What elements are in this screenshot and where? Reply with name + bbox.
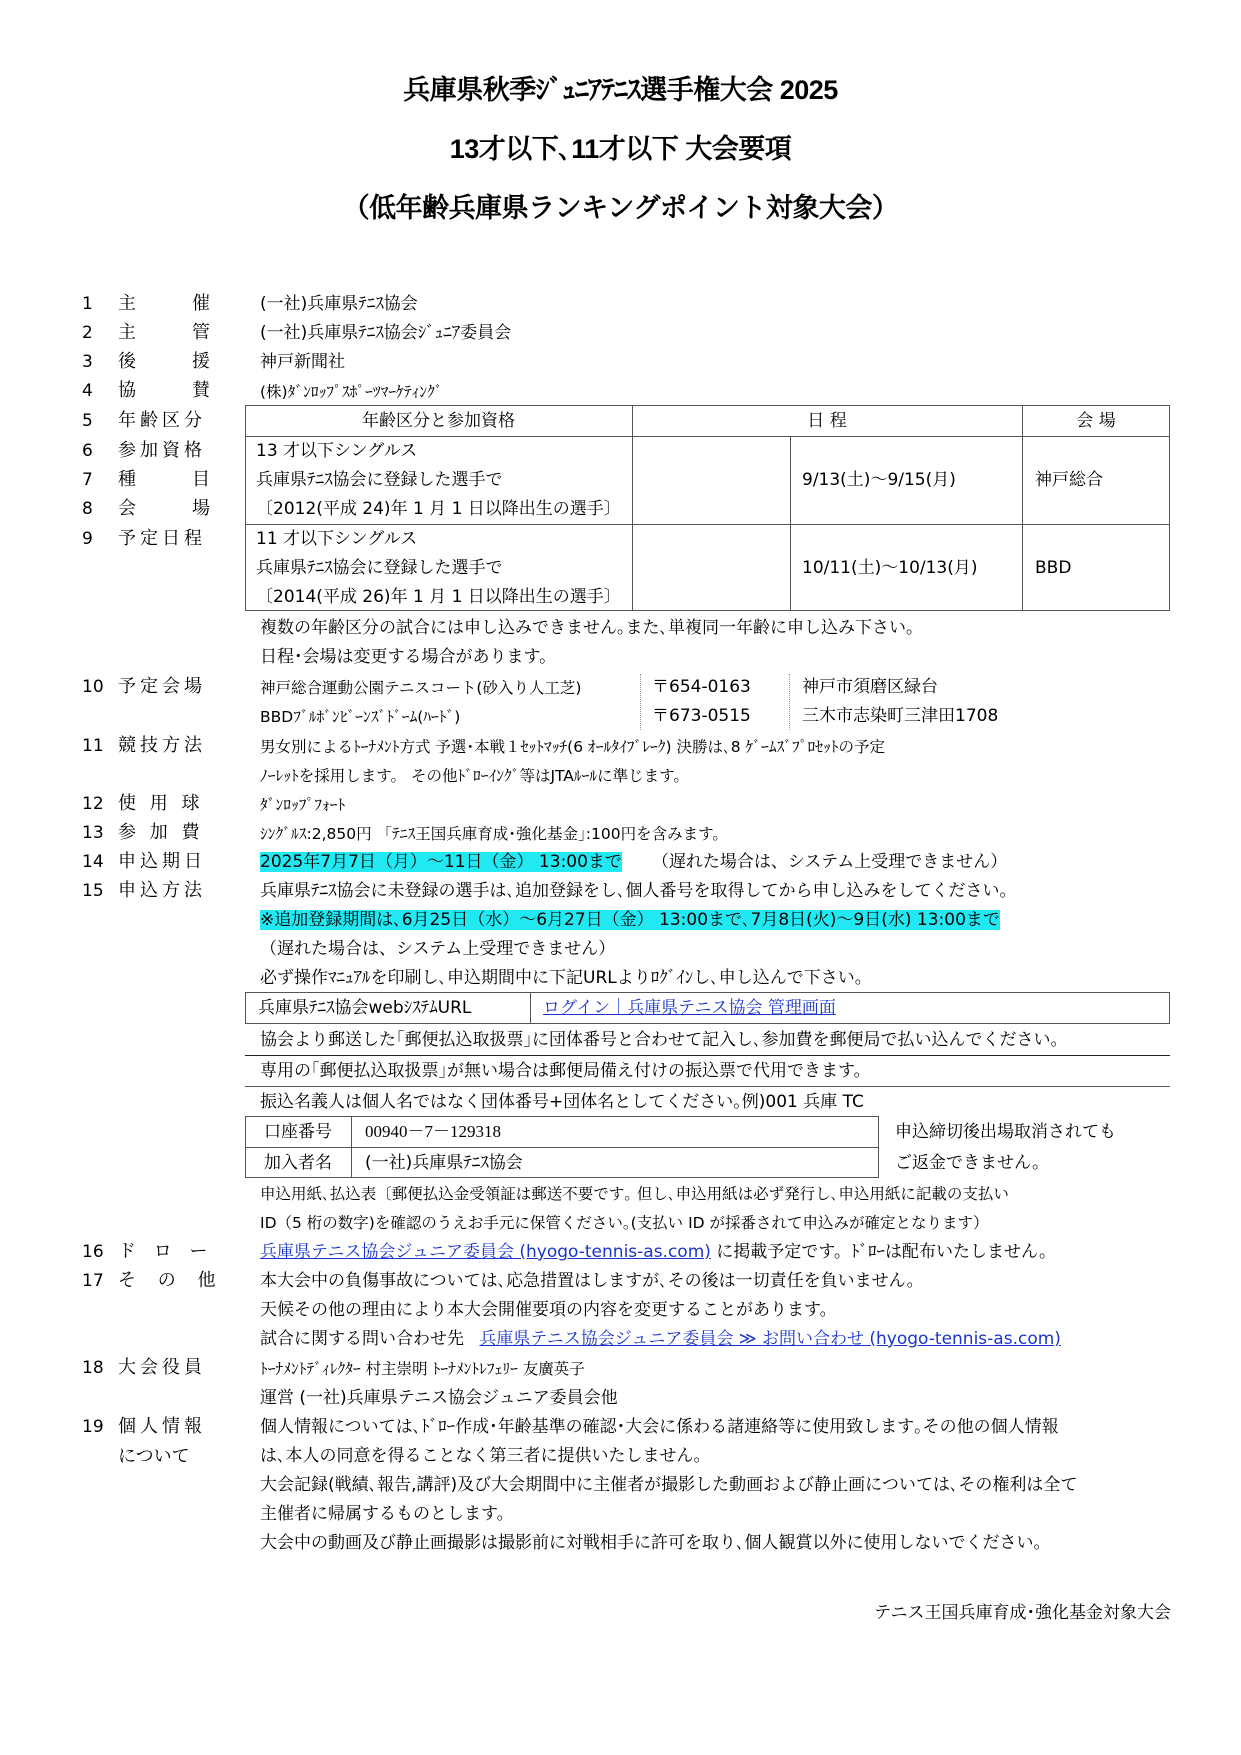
item-19-label-2: について xyxy=(118,1446,190,1467)
item-19-label: 個人情報 xyxy=(118,1416,206,1437)
privacy-line-4: 主催者に帰属するものとします。 xyxy=(260,1504,514,1524)
divider xyxy=(245,1055,1170,1056)
inquiry-prefix: 試合に関する問い合わせ先 xyxy=(260,1329,470,1349)
label-part: 会 xyxy=(118,498,136,519)
item-7-label xyxy=(118,470,210,490)
schedule-note-2: 日程･会場は変更する場合があります。 xyxy=(260,647,557,667)
table-row-2-line-1: 11 才以下シングルス xyxy=(256,529,418,549)
table-row-1-line-2: 兵庫県ﾃﾆｽ協会に登録した選手で xyxy=(256,470,503,490)
other-line-1: 本大会中の負傷事故については､応急措置はしますが､その後は一切責任を負いません。 xyxy=(260,1271,924,1291)
application-line-9: ID（5 桁の数字)を確認のうえお手元に保管ください｡(支払い ID が採番されて申込みが確定となります） xyxy=(260,1214,989,1232)
table-row-2-venue: BBD xyxy=(1035,558,1072,578)
venue-2-postal: 〒673-0515 xyxy=(652,706,751,726)
item-7-number: 7 xyxy=(82,470,93,490)
competition-line-2: ﾉｰﾚｯﾄを採用します。 その他ﾄﾞﾛｰｲﾝｸﾞ等はJTAﾙｰﾙに準じます。 xyxy=(260,767,689,785)
venue-2-name: BBDﾌﾞﾙﾎﾞﾝﾋﾞｰﾝｽﾞﾄﾞｰﾑ(ﾊｰﾄﾞ) xyxy=(260,708,461,726)
label-part: 催 xyxy=(192,293,210,314)
inquiry-link[interactable]: 兵庫県テニス協会ジュニア委員会 ≫ お問い合わせ (hyogo-tennis-as.com) xyxy=(479,1329,1061,1349)
venue-divider xyxy=(640,674,641,730)
item-9-label: 予定日程 xyxy=(118,528,206,549)
account-number-label: 口座番号 xyxy=(264,1122,332,1142)
item-10-label: 予定会場 xyxy=(118,676,206,697)
venue-1-address: 神戸市須磨区緑台 xyxy=(802,677,938,697)
item-15-number: 15 xyxy=(82,881,104,901)
refund-note-2: ご返金できません。 xyxy=(895,1153,1050,1173)
item-3-label xyxy=(118,352,210,372)
table-row-1-line-1: 13 才以下シングルス xyxy=(256,441,418,461)
item-2-value: (一社)兵庫県ﾃﾆｽ協会ｼﾞｭﾆｱ委員会 xyxy=(260,323,512,343)
draw-text: に掲載予定です。ﾄﾞﾛｰは配布いたしません。 xyxy=(710,1242,1056,1262)
account-holder-value: (一社)兵庫県ﾃﾆｽ協会 xyxy=(365,1153,523,1173)
deadline-highlight: 2025年7月7日（月）～11日（金） 13:00まで xyxy=(260,852,622,872)
table-col-divider xyxy=(1022,405,1023,611)
application-line-3: （遅れた場合は、システム上受理できません） xyxy=(260,939,616,959)
draw-value xyxy=(260,1242,1056,1262)
label-part: 主 xyxy=(118,322,136,343)
other-line-3 xyxy=(260,1329,1061,1349)
item-9-number: 9 xyxy=(82,529,93,549)
fee-value: ｼﾝｸﾞﾙｽ:2,850円 「ﾃﾆｽ王国兵庫育成･強化基金｣:100円を含みます。 xyxy=(260,825,728,843)
privacy-line-1: 個人情報については､ﾄﾞﾛｰ作成･年齢基準の確認･大会に係わる諸連絡等に使用致します｡その他の個人情報 xyxy=(260,1417,1059,1437)
account-box-col-divider xyxy=(351,1116,352,1178)
item-5-number: 5 xyxy=(82,411,93,431)
item-11-label: 競技方法 xyxy=(118,735,206,756)
application-line-5: 協会より郵送した｢郵便払込取扱票｣に団体番号と合わせて記入し､参加費を郵便局で払い込んでください｡ xyxy=(260,1030,1059,1050)
item-11-number: 11 xyxy=(82,736,104,756)
label-part: 後 xyxy=(118,351,136,372)
account-holder-label: 加入者名 xyxy=(264,1153,332,1173)
application-line-2 xyxy=(260,910,1000,930)
item-15-label: 申込方法 xyxy=(118,880,206,901)
item-16-number: 16 xyxy=(82,1242,104,1262)
label-part: 管 xyxy=(192,322,210,343)
label-part: 種 xyxy=(118,469,136,490)
ball-value: ﾀﾞﾝﾛｯﾌﾟﾌｫｰﾄ xyxy=(260,796,346,814)
application-line-8: 申込用紙､払込表〔郵便払込金受領証は郵送不要です｡ 但し､申込用紙は必ず発行し､申込用紙に記載の支払い xyxy=(260,1185,1009,1203)
item-3-number: 3 xyxy=(82,352,93,372)
item-6-label: 参加資格 xyxy=(118,440,206,461)
item-1-label xyxy=(118,294,210,314)
officials-line-1: ﾄｰﾅﾒﾝﾄﾃﾞｨﾚｸﾀｰ 村主崇明 ﾄｰﾅﾒﾝﾄﾚﾌｪﾘｰ 友廣英子 xyxy=(260,1360,585,1378)
schedule-note-1: 複数の年齢区分の試合には申し込みできません｡また､単複同一年齢に申し込み下さい｡ xyxy=(260,618,915,638)
table-row-1-dates: 9/13(土)～9/15(月) xyxy=(802,470,956,490)
table-header-eligibility: 年齢区分と参加資格 xyxy=(362,411,515,431)
item-13-label: 参 加 費 xyxy=(118,822,204,843)
item-18-number: 18 xyxy=(82,1358,104,1378)
venue-divider xyxy=(789,674,790,730)
registration-period-highlight: ※追加登録期間は､6月25日（水）～6月27日（金） 13:00まで､7月8日(火)～9日(水) 13:00まで xyxy=(260,910,1000,930)
item-2-number: 2 xyxy=(82,323,93,343)
deadline-note: （遅れた場合は、システム上受理できません） xyxy=(651,852,1008,872)
item-12-label: 使 用 球 xyxy=(118,793,204,814)
item-17-number: 17 xyxy=(82,1271,104,1291)
venue-2-address: 三木市志染町三津田1708 xyxy=(802,706,999,726)
url-box-divider xyxy=(530,992,531,1024)
item-19-number: 19 xyxy=(82,1417,104,1437)
item-10-number: 10 xyxy=(82,677,104,697)
title-line-1: 兵庫県秋季ｼﾞｭﾆｱﾃﾆｽ選手権大会 2025 xyxy=(403,75,838,105)
item-13-number: 13 xyxy=(82,823,104,843)
table-header-venue: 会 場 xyxy=(1076,411,1116,431)
item-1-value: (一社)兵庫県ﾃﾆｽ協会 xyxy=(260,294,418,314)
application-line-7: 振込名義人は個人名ではなく団体番号+団体名としてください｡例)001 兵庫 TC xyxy=(260,1092,864,1112)
account-box-divider xyxy=(245,1147,879,1148)
officials-line-2: 運営 (一社)兵庫県テニス協会ジュニア委員会他 xyxy=(260,1388,618,1408)
label-part: 賛 xyxy=(192,380,210,401)
junior-committee-link[interactable]: 兵庫県テニス協会ジュニア委員会 (hyogo-tennis-as.com) xyxy=(260,1242,711,1262)
other-line-2: 天候その他の理由により本大会開催要項の内容を変更することがあります。 xyxy=(260,1300,837,1320)
deadline-value xyxy=(260,852,1007,872)
table-header-dates: 日 程 xyxy=(807,411,847,431)
label-part: 主 xyxy=(118,293,136,314)
application-line-6: 専用の｢郵便払込取扱票｣が無い場合は郵便局備え付けの振込票で代用できます。 xyxy=(260,1061,871,1081)
competition-line-1: 男女別によるﾄｰﾅﾒﾝﾄ方式 予選･本戦１ｾｯﾄﾏｯﾁ(6 ｵｰﾙﾀｲﾌﾞﾚｰｸ) 決勝は､8 ｹﾞｰﾑｽﾞﾌﾟﾛｾｯﾄの予定 xyxy=(260,738,886,756)
item-18-label: 大会役員 xyxy=(118,1357,206,1378)
privacy-line-3: 大会記録(戦績､報告,講評)及び大会期間中に主催者が撮影した動画および静止画については､その権利は全て xyxy=(260,1475,1078,1495)
url-label: 兵庫県ﾃﾆｽ協会webｼｽﾃﾑURL xyxy=(258,998,472,1018)
table-col-divider xyxy=(790,436,791,611)
item-17-label: そ の 他 xyxy=(118,1270,224,1291)
login-link[interactable]: ログイン｜兵庫県テニス協会 管理画面 xyxy=(543,998,836,1018)
table-row-1-line-3: 〔2012(平成 24)年 1 月 1 日以降出生の選手〕 xyxy=(256,499,621,519)
item-8-number: 8 xyxy=(82,499,93,519)
table-row-2-dates: 10/11(土)～10/13(月) xyxy=(802,558,978,578)
table-row-1-venue: 神戸総合 xyxy=(1035,470,1103,490)
item-12-number: 12 xyxy=(82,794,104,814)
title-line-2: 13才以下､11才以下 大会要項 xyxy=(449,134,792,164)
table-row-2-line-3: 〔2014(平成 26)年 1 月 1 日以降出生の選手〕 xyxy=(256,587,621,607)
item-4-number: 4 xyxy=(82,381,93,401)
table-col-divider xyxy=(632,405,633,611)
privacy-line-2: は､本人の同意を得ることなく第三者に提供いたしません｡ xyxy=(260,1446,702,1466)
label-part: 場 xyxy=(192,498,210,519)
item-8-label xyxy=(118,499,210,519)
privacy-line-5: 大会中の動画及び静止画撮影は撮影前に対戦相手に許可を取り､個人観賞以外に使用しないでください｡ xyxy=(260,1533,1042,1553)
item-4-label xyxy=(118,381,210,401)
label-part: 目 xyxy=(192,469,210,490)
item-3-value: 神戸新聞社 xyxy=(260,352,345,372)
application-line-1: 兵庫県ﾃﾆｽ協会に未登録の選手は､追加登録をし､個人番号を取得してから申し込みをしてください｡ xyxy=(260,881,1008,901)
item-4-value: (株)ﾀﾞﾝﾛｯﾌﾟｽﾎﾟｰﾂﾏｰｹﾃｨﾝｸﾞ xyxy=(260,383,443,401)
venue-1-postal: 〒654-0163 xyxy=(652,677,751,697)
item-1-number: 1 xyxy=(82,294,93,314)
item-6-number: 6 xyxy=(82,441,93,461)
divider xyxy=(245,1086,1170,1087)
venue-1-name: 神戸総合運動公園テニスコート(砂入り人工芝) xyxy=(260,679,582,697)
footer-fund-note: テニス王国兵庫育成･強化基金対象大会 xyxy=(874,1603,1171,1623)
title-line-3: （低年齢兵庫県ランキングポイント対象大会） xyxy=(342,193,899,223)
table-row-2-line-2: 兵庫県ﾃﾆｽ協会に登録した選手で xyxy=(256,558,503,578)
item-14-label: 申込期日 xyxy=(118,851,206,872)
application-line-4: 必ず操作ﾏﾆｭｱﾙを印刷し､申込期間中に下記URLよりﾛｸﾞｲﾝし､申し込んで下さい｡ xyxy=(260,968,864,988)
account-number-value: 00940－7－129318 xyxy=(365,1122,501,1141)
label-part: 協 xyxy=(118,380,136,401)
item-14-number: 14 xyxy=(82,852,104,872)
item-5-label: 年齢区分 xyxy=(118,410,206,431)
table-header-divider xyxy=(245,436,1170,437)
refund-note-1: 申込締切後出場取消されても xyxy=(895,1122,1116,1142)
item-16-label: ド ロ ー xyxy=(118,1241,214,1262)
label-part: 援 xyxy=(192,351,210,372)
item-2-label xyxy=(118,323,210,343)
table-row-divider xyxy=(245,524,1170,525)
